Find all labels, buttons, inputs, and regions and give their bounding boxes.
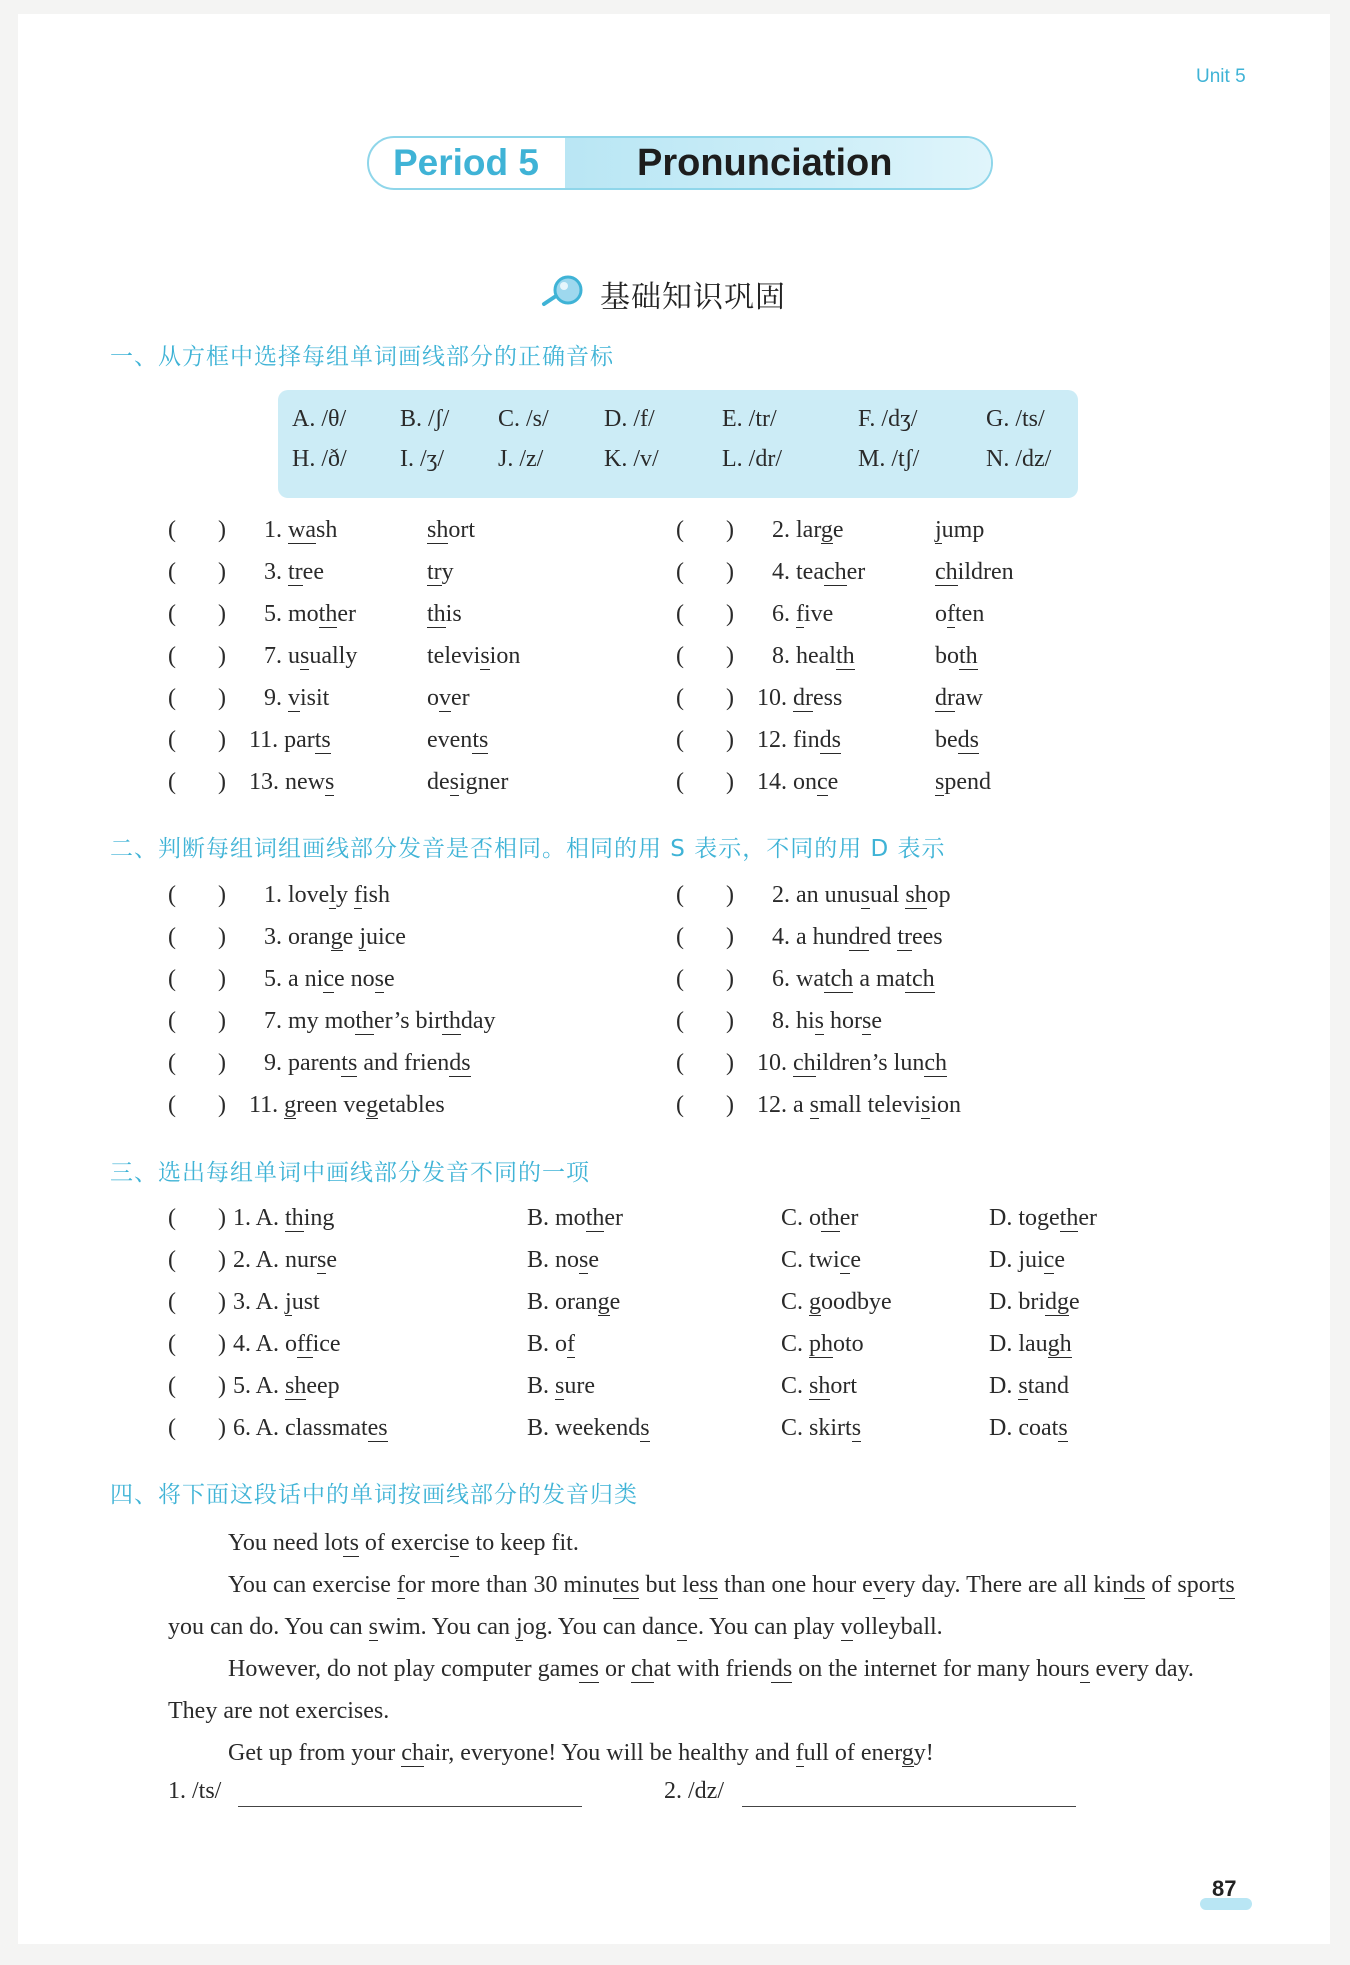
answer-blank[interactable]: ( ) <box>676 685 734 711</box>
phonetic-option: G. /ts/ <box>986 406 1045 432</box>
question-word: events <box>427 727 489 753</box>
answer-blank[interactable]: ( ) <box>676 1050 734 1076</box>
question-item: 7. my mother’s birthday <box>264 1008 496 1034</box>
unit-label: Unit 5 <box>1196 66 1246 87</box>
question-item: 1. A. thing <box>233 1205 335 1231</box>
phonetic-option: I. /ʒ/ <box>400 446 444 472</box>
phonetic-options-box <box>278 390 1078 498</box>
part1-heading: 一、从方框中选择每组单词画线部分的正确音标 <box>110 344 614 370</box>
question-word: designer <box>427 769 509 795</box>
question-word: both <box>935 643 978 669</box>
answer-blank[interactable]: ( ) <box>676 1092 734 1118</box>
answer2-blank-line[interactable] <box>742 1806 1076 1807</box>
question-item: 13. news <box>249 769 335 795</box>
answer-blank[interactable]: ( ) <box>168 727 226 753</box>
question-item: 4. A. office <box>233 1331 341 1357</box>
answer-blank[interactable]: ( ) <box>168 685 226 711</box>
answer-blank[interactable]: ( ) <box>168 966 226 992</box>
choice-c: C. goodbye <box>781 1289 892 1315</box>
answer-blank[interactable]: ( ) <box>676 559 734 585</box>
answer-blank[interactable]: ( ) <box>168 1373 226 1399</box>
phonetic-option: N. /dz/ <box>986 446 1052 472</box>
phonetic-option: J. /z/ <box>498 446 544 472</box>
question-item: 12. a small television <box>757 1092 961 1118</box>
answer-blank[interactable]: ( ) <box>676 966 734 992</box>
question-item: 3. A. just <box>233 1289 320 1315</box>
magnifier-icon <box>540 274 588 315</box>
choice-c: C. twice <box>781 1247 861 1273</box>
question-item: 11. green vegetables <box>249 1092 445 1118</box>
question-item: 11. parts <box>249 727 331 753</box>
question-item: 3. orange juice <box>264 924 406 950</box>
answer-blank[interactable]: ( ) <box>676 643 734 669</box>
choice-d: D. laugh <box>989 1331 1072 1357</box>
paragraph: You can exercise for more than 30 minutes but less than one hour every day. There are all kinds of sports you can do. You can swim. You can jog. You can dance. You can play volleyball. <box>168 1572 1235 1640</box>
paragraph: However, do not play computer games or chat with friends on the internet for many hours every day. They are not exercises. <box>168 1656 1194 1724</box>
question-item: 1. lovely fish <box>264 882 391 908</box>
choice-b: B. mother <box>527 1205 624 1231</box>
question-word: television <box>427 643 521 669</box>
paragraph: Get up from your chair, everyone! You will be healthy and full of energy! <box>228 1740 934 1766</box>
answer-blank[interactable]: ( ) <box>168 1247 226 1273</box>
choice-d: D. bridge <box>989 1289 1080 1315</box>
question-word: short <box>427 517 476 543</box>
answer-blank[interactable]: ( ) <box>168 769 226 795</box>
question-item: 2. A. nurse <box>233 1247 337 1273</box>
phonetic-option: A. /θ/ <box>292 406 347 432</box>
question-item: 9. parents and friends <box>264 1050 471 1076</box>
part3-heading: 三、选出每组单词中画线部分发音不同的一项 <box>110 1160 590 1186</box>
choice-b: B. nose <box>527 1247 600 1273</box>
choice-d: D. stand <box>989 1373 1070 1399</box>
question-word: over <box>427 685 470 711</box>
choice-c: C. short <box>781 1373 858 1399</box>
answer-blank[interactable]: ( ) <box>168 1092 226 1118</box>
choice-c: C. photo <box>781 1331 864 1357</box>
period-label: Period 5 <box>393 142 539 183</box>
question-item: 5. A. sheep <box>233 1373 340 1399</box>
question-item: 5. a nice nose <box>264 966 395 992</box>
answer1-label: 1. /ts/ <box>168 1778 222 1804</box>
question-item: 12. finds <box>757 727 842 753</box>
question-word: beds <box>935 727 979 753</box>
phonetic-option: C. /s/ <box>498 406 549 432</box>
choice-c: C. other <box>781 1205 859 1231</box>
choice-d: D. together <box>989 1205 1097 1231</box>
question-item: 4. teacher <box>772 559 866 585</box>
answer-blank[interactable]: ( ) <box>676 517 734 543</box>
answer1-blank-line[interactable] <box>238 1806 582 1807</box>
answer-blank[interactable]: ( ) <box>168 1205 226 1231</box>
answer-blank[interactable]: ( ) <box>168 1050 226 1076</box>
choice-d: D. coats <box>989 1415 1068 1441</box>
question-word: children <box>935 559 1014 585</box>
question-item: 6. five <box>772 601 834 627</box>
answer-blank[interactable]: ( ) <box>676 769 734 795</box>
answer-blank[interactable]: ( ) <box>168 517 226 543</box>
answer-blank[interactable]: ( ) <box>168 1331 226 1357</box>
question-word: this <box>427 601 462 627</box>
question-item: 1. wash <box>264 517 338 543</box>
section-title <box>540 272 786 316</box>
answer-blank[interactable]: ( ) <box>168 559 226 585</box>
phonetic-option: K. /v/ <box>604 446 659 472</box>
question-item: 8. health <box>772 643 855 669</box>
choice-c: C. skirts <box>781 1415 862 1441</box>
answer-blank[interactable]: ( ) <box>168 1008 226 1034</box>
choice-b: B. weekends <box>527 1415 650 1441</box>
choice-b: B. sure <box>527 1373 596 1399</box>
phonetic-option: L. /dr/ <box>722 446 782 472</box>
question-word: jump <box>935 517 985 543</box>
phonetic-option: F. /dʒ/ <box>858 406 918 432</box>
question-item: 10. dress <box>757 685 843 711</box>
answer-blank[interactable]: ( ) <box>676 727 734 753</box>
question-word: try <box>427 559 454 585</box>
period-title-banner <box>367 136 993 190</box>
answer-blank[interactable]: ( ) <box>168 643 226 669</box>
paragraph: You need lots of exercise to keep fit. <box>228 1530 579 1556</box>
question-item: 6. A. classmates <box>233 1415 388 1441</box>
question-item: 14. once <box>757 769 839 795</box>
answer-blank[interactable]: ( ) <box>168 1289 226 1315</box>
answer-blank[interactable]: ( ) <box>168 601 226 627</box>
question-item: 9. visit <box>264 685 330 711</box>
question-item: 8. his horse <box>772 1008 883 1034</box>
question-item: 2. an unusual shop <box>772 882 951 908</box>
phonetic-option: B. /ʃ/ <box>400 406 450 432</box>
answer-blank[interactable]: ( ) <box>168 882 226 908</box>
question-item: 3. tree <box>264 559 324 585</box>
question-word: draw <box>935 685 983 711</box>
answer-blank[interactable]: ( ) <box>676 1008 734 1034</box>
answer-blank[interactable]: ( ) <box>676 882 734 908</box>
part4-heading: 四、将下面这段话中的单词按画线部分的发音归类 <box>110 1482 638 1508</box>
part2-heading: 二、判断每组词组画线部分发音是否相同。相同的用 S 表示，不同的用 D 表示 <box>110 836 946 862</box>
page-number: 87 <box>1212 1876 1237 1901</box>
choice-d: D. juice <box>989 1247 1065 1273</box>
question-item: 10. children’s lunch <box>757 1050 947 1076</box>
question-item: 4. a hundred trees <box>772 924 943 950</box>
answer2-label: 2. /dz/ <box>664 1778 724 1804</box>
question-item: 7. usually <box>264 643 358 669</box>
answer-blank[interactable]: ( ) <box>676 601 734 627</box>
answer-blank[interactable]: ( ) <box>168 1415 226 1441</box>
question-item: 6. watch a match <box>772 966 935 992</box>
phonetic-option: H. /ð/ <box>292 446 347 472</box>
choice-b: B. orange <box>527 1289 621 1315</box>
answer-blank[interactable]: ( ) <box>676 924 734 950</box>
topic-label: Pronunciation <box>565 138 991 188</box>
phonetic-option: E. /tr/ <box>722 406 777 432</box>
question-item: 5. mother <box>264 601 356 627</box>
question-item: 2. large <box>772 517 844 543</box>
question-word: spend <box>935 769 991 795</box>
phonetic-option: D. /f/ <box>604 406 655 432</box>
choice-b: B. of <box>527 1331 576 1357</box>
answer-blank[interactable]: ( ) <box>168 924 226 950</box>
phonetic-option: M. /tʃ/ <box>858 446 920 472</box>
question-word: often <box>935 601 985 627</box>
section-title-text: 基础知识巩固 <box>600 280 786 315</box>
